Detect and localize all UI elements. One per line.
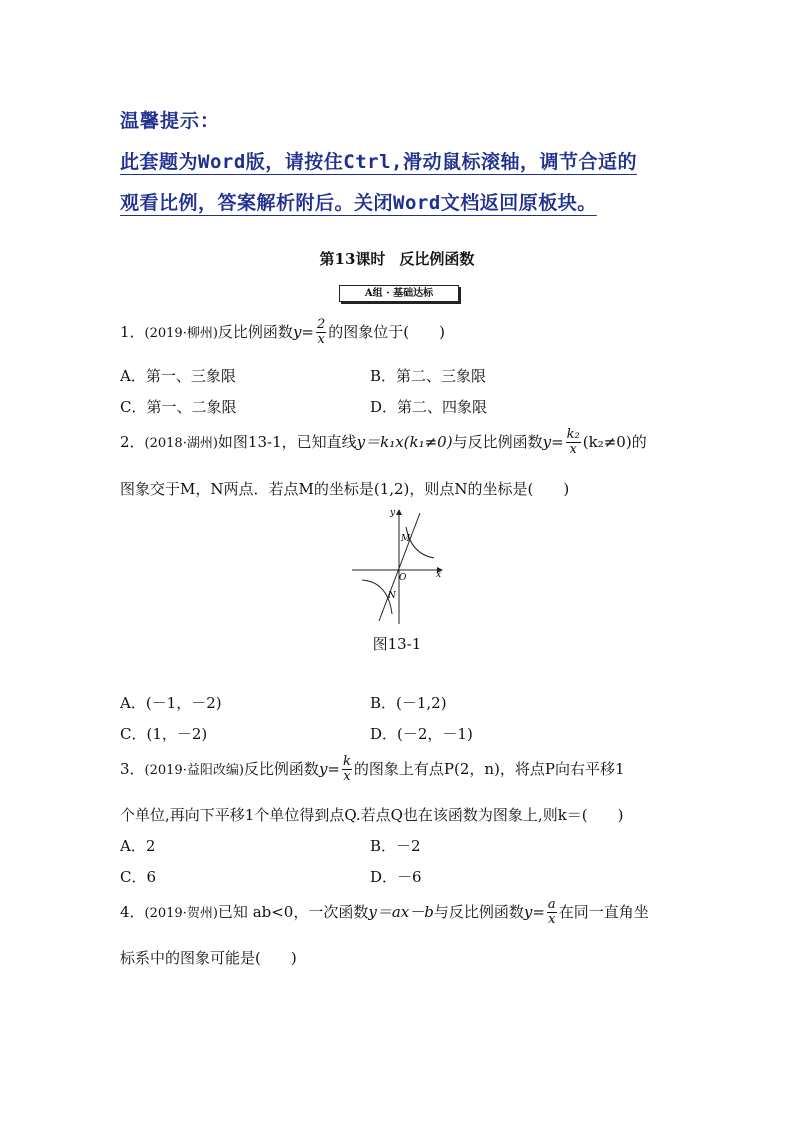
option-d: D．－6 [370,868,422,886]
question-text: 反比例函数 [217,322,293,341]
point-n-label: N [388,591,396,601]
figure-13-1 [348,502,448,627]
question-text-mid: 与反比例函数 [452,432,543,451]
question-text-end: 的 [631,432,647,451]
eq-y: y [318,759,328,778]
question-2 [120,428,647,458]
question-text-end: 的图象上有点P(2，n)，将点P向右平移1 [353,759,625,778]
question-source: (2018·湖州) [144,435,218,451]
fraction-numerator: 2 [317,317,326,332]
eq-y: y [523,902,533,921]
option-a: A．第一、三象限 [120,367,236,385]
figure-caption: 图13-1 [372,635,422,653]
y-axis-label: y [390,508,396,518]
eq-y: y [292,322,302,341]
fraction-numerator: k₂ [566,427,580,442]
fraction-denominator: x [317,332,325,348]
fraction [547,898,557,928]
eq-sign: = [327,759,340,778]
eq-sign: = [301,322,314,341]
group-tag: A组 · 基础达标 [339,285,459,302]
eq-sign: = [551,432,564,451]
option-d: D．第二、四象限 [370,398,488,416]
option-d: D．(－2，－1) [370,725,473,743]
question-text-mid: 与反比例函数 [433,902,524,921]
option-a: A．(－1，－2) [120,694,222,712]
condition: (k₂≠0) [582,432,632,451]
fraction [316,318,326,348]
lesson-title [0,248,794,269]
question-4-line-2: 标系中的图象可能是( ) [120,949,297,967]
question-text: 如图13-1，已知直线 [217,432,357,451]
lesson-topic: 反比例函数 [399,250,475,268]
x-axis-label: x [436,570,442,580]
question-3-line-2: 个单位,再向下平移1个单位得到点Q.若点Q也在该函数为图象上,则k＝( ) [120,806,624,824]
option-b: B．(－1,2) [370,694,447,712]
question-3 [120,755,625,785]
lesson-number: 第13课时 [319,250,386,268]
eq-y: y [542,432,552,451]
question-number: 1． [120,322,145,341]
fraction-denominator: x [548,912,556,928]
question-number: 3． [120,759,145,778]
tip-line-1: 此套题为Word版，请按住Ctrl,滑动鼠标滚轴，调节合适的 [120,151,637,173]
question-1 [120,318,445,348]
fraction [566,428,581,458]
question-text-end: 的图象位于( ) [328,322,445,341]
fraction-denominator: x [343,769,351,785]
question-number: 4． [120,902,145,921]
option-c: C．第一、二象限 [120,398,237,416]
option-b: B．－2 [370,837,421,855]
tip-title: 温馨提示： [120,110,221,132]
question-text-end: 在同一直角坐 [558,902,649,921]
fraction-denominator: x [569,442,577,458]
option-b: B．第二、三象限 [370,367,487,385]
question-source: (2019·益阳改编) [144,762,244,778]
line-equation: y＝k₁x(k₁≠0) [356,432,453,451]
question-4 [120,898,649,928]
question-number: 2． [120,432,145,451]
question-source: (2019·柳州) [144,325,218,341]
question-2-line-2: 图象交于M，N两点．若点M的坐标是(1,2)，则点N的坐标是( ) [120,480,570,498]
point-m-label: M [401,534,411,544]
fraction-numerator: a [547,897,556,912]
option-c: C．6 [120,868,157,886]
origin-label: O [399,573,407,583]
option-c: C．(1，－2) [120,725,208,743]
option-a: A．2 [120,837,156,855]
tip-line-2: 观看比例，答案解析附后。关闭Word文档返回原板块。 [120,192,597,214]
fraction [342,755,352,785]
question-source: (2019·贺州) [144,905,218,921]
linear-equation: y＝ax－b [368,902,434,921]
question-text: 已知 ab<0，一次函数 [217,902,369,921]
eq-sign: = [532,902,545,921]
question-text: 反比例函数 [243,759,319,778]
fraction-numerator: k [343,754,351,769]
